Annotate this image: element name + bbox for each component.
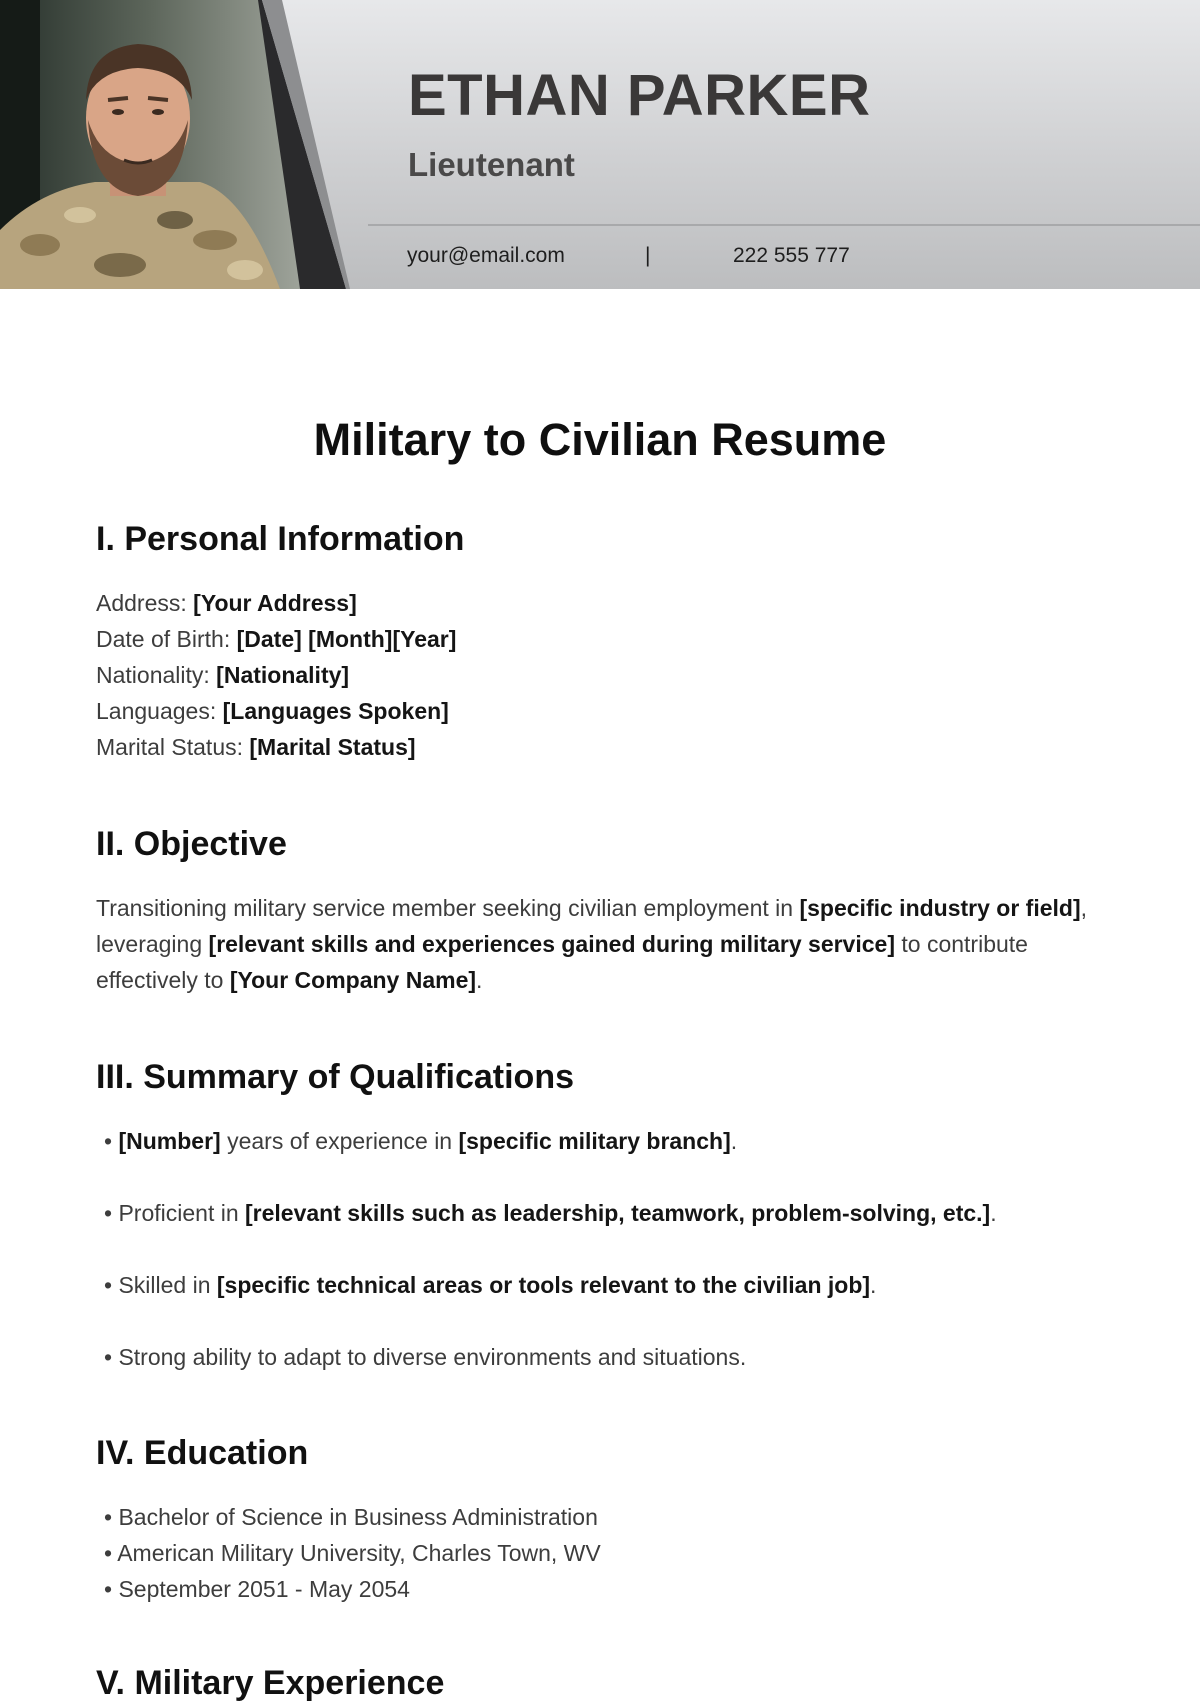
- personal-address: [96, 590, 357, 617]
- q1-bold-1: [Number]: [118, 1128, 221, 1154]
- education-degree: Bachelor of Science in Business Administration: [118, 1504, 598, 1530]
- document-title: Military to Civilian Resume: [313, 414, 887, 465]
- qualification-item: • Skilled in [specific technical areas or tools relevant to the civilian job].: [104, 1272, 877, 1298]
- q4-text-1: Strong ability to adapt to diverse environments and situations.: [118, 1344, 747, 1370]
- q1-bold-2: [specific military branch]: [458, 1128, 731, 1154]
- marital-label: Marital Status:: [96, 734, 243, 760]
- contact-phone[interactable]: 222 555 777: [733, 244, 850, 267]
- dob-label: Date of Birth:: [96, 626, 231, 652]
- objective-text-1: Transitioning military service member seeking civilian employment in: [96, 895, 800, 921]
- education-item: • September 2051 - May 2054: [104, 1576, 410, 1602]
- q2-text-2: .: [990, 1200, 997, 1226]
- qualification-item: • Proficient in [relevant skills such as leadership, teamwork, problem-solving, etc.].: [104, 1200, 997, 1226]
- personal-dob: [96, 626, 456, 653]
- marital-value: [Marital Status]: [249, 734, 416, 760]
- address-value: [Your Address]: [193, 590, 357, 616]
- address-label: Address:: [96, 590, 187, 616]
- dob-value: [Date] [Month][Year]: [236, 626, 457, 652]
- section-heading-objective: II. Objective: [96, 825, 287, 863]
- profile-photo: [0, 0, 350, 289]
- qualification-item: • [Number] years of experience in [specific military branch].: [104, 1128, 738, 1154]
- personal-languages: [96, 698, 449, 725]
- objective-text-3: to contribute effectively to: [96, 931, 1028, 993]
- objective-text-2: , leveraging: [96, 895, 1088, 957]
- education-dates: September 2051 - May 2054: [118, 1576, 410, 1602]
- education-item: • Bachelor of Science in Business Administration: [104, 1504, 598, 1530]
- q2-text-1: Proficient in: [118, 1200, 246, 1226]
- nationality-value: [Nationality]: [216, 662, 350, 688]
- education-school: American Military University, Charles Town, WV: [117, 1540, 601, 1566]
- languages-value: [Languages Spoken]: [222, 698, 449, 724]
- objective-paragraph: [96, 890, 1106, 998]
- person-rank: Lieutenant: [408, 146, 575, 183]
- nationality-label: Nationality:: [96, 662, 210, 688]
- personal-marital: [96, 734, 416, 761]
- qualification-item: • Strong ability to adapt to diverse environments and situations.: [104, 1344, 747, 1370]
- objective-text-4: .: [476, 967, 483, 993]
- q2-bold-1: [relevant skills such as leadership, teamwork, problem-solving, etc.]: [245, 1200, 991, 1226]
- objective-bold-2: [relevant skills and experiences gained during military service]: [208, 931, 895, 957]
- section-heading-military: V. Military Experience: [96, 1664, 445, 1701]
- objective-bold-1: [specific industry or field]: [799, 895, 1081, 921]
- contact-email[interactable]: your@email.com: [407, 244, 565, 267]
- person-name: ETHAN PARKER: [408, 63, 871, 128]
- languages-label: Languages:: [96, 698, 217, 724]
- q1-text-2: .: [730, 1128, 738, 1154]
- section-heading-qualifications: III. Summary of Qualifications: [96, 1058, 574, 1096]
- personal-nationality: [96, 662, 349, 689]
- resume-header: [0, 0, 1200, 289]
- education-item: • American Military University, Charles Town, WV: [104, 1540, 601, 1566]
- section-heading-education: IV. Education: [96, 1434, 309, 1472]
- q3-bold-1: [specific technical areas or tools relevant to the civilian job]: [216, 1272, 871, 1298]
- q3-text-1: Skilled in: [118, 1272, 217, 1298]
- q3-text-2: .: [870, 1272, 877, 1298]
- q1-text-1: years of experience in: [220, 1128, 459, 1154]
- objective-bold-3: [Your Company Name]: [229, 967, 477, 993]
- contact-separator: |: [645, 244, 651, 267]
- section-heading-personal: I. Personal Information: [96, 520, 465, 558]
- header-divider: [368, 224, 1200, 226]
